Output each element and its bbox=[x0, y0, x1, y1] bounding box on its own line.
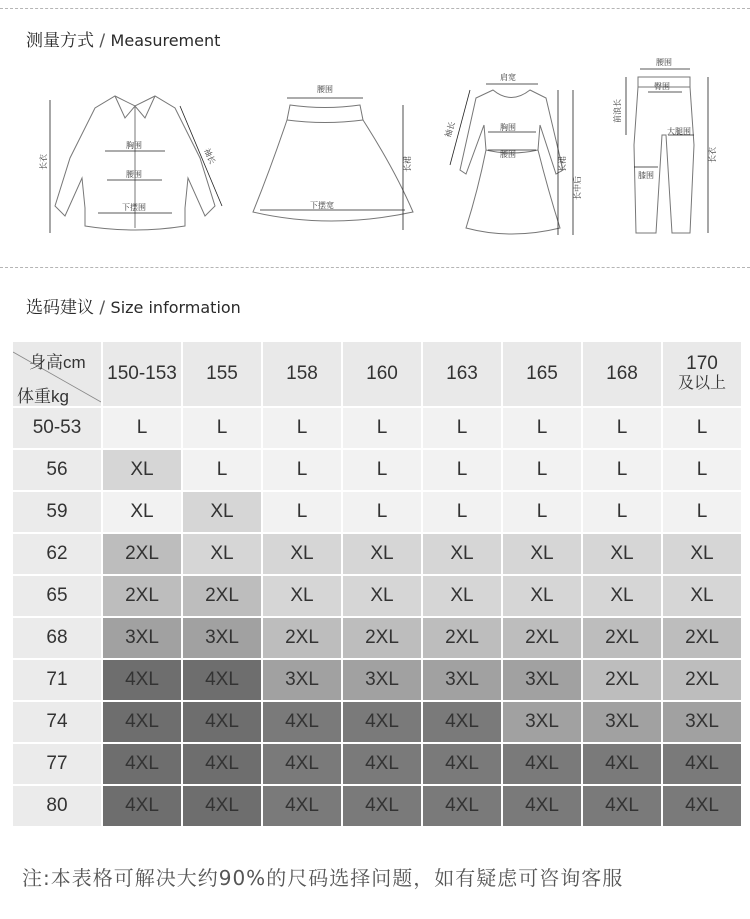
measurement-title-en: Measurement bbox=[110, 31, 221, 50]
size-cell: 2XL bbox=[103, 576, 181, 616]
skirt-waist-label: 腰围 bbox=[317, 85, 333, 94]
size-cell: 4XL bbox=[103, 702, 181, 742]
size-cell: 2XL bbox=[663, 618, 741, 658]
size-cell: L bbox=[263, 450, 341, 490]
size-cell: 4XL bbox=[183, 786, 261, 826]
size-cell: 4XL bbox=[263, 702, 341, 742]
title-separator: / bbox=[99, 31, 106, 51]
height-axis-label: 身高cm bbox=[29, 353, 86, 372]
size-cell: 2XL bbox=[103, 534, 181, 574]
table-header-row bbox=[13, 342, 741, 406]
size-cell: 4XL bbox=[503, 744, 581, 784]
size-cell: L bbox=[423, 492, 501, 532]
size-cell: 4XL bbox=[263, 786, 341, 826]
table-row bbox=[13, 618, 741, 658]
size-cell: L bbox=[343, 492, 421, 532]
table-row bbox=[13, 702, 741, 742]
shirt-diagram bbox=[40, 88, 230, 247]
size-cell: XL bbox=[183, 534, 261, 574]
size-cell: 4XL bbox=[343, 702, 421, 742]
size-cell: 3XL bbox=[663, 702, 741, 742]
size-cell: 2XL bbox=[263, 618, 341, 658]
size-cell: L bbox=[263, 408, 341, 448]
weight-cell: 50-53 bbox=[13, 408, 101, 448]
size-cell: L bbox=[663, 408, 741, 448]
dress-waist-label: 腰围 bbox=[500, 150, 516, 159]
pants-thigh-label: 大腿围 bbox=[667, 127, 691, 136]
size-cell: 4XL bbox=[663, 786, 741, 826]
pants-length-label: 长衣 bbox=[708, 147, 717, 163]
size-cell: 4XL bbox=[583, 744, 661, 784]
table-row bbox=[13, 786, 741, 826]
weight-cell: 59 bbox=[13, 492, 101, 532]
size-cell: 4XL bbox=[423, 786, 501, 826]
footnote: 注:本表格可解决大约90%的尺码选择问题，如有疑虑可咨询客服 bbox=[22, 866, 624, 890]
size-cell: L bbox=[503, 450, 581, 490]
skirt-length-label: 长裙 bbox=[403, 156, 412, 172]
size-cell: L bbox=[103, 408, 181, 448]
measurement-title-cn: 测量方式 bbox=[26, 31, 94, 51]
height-header: 168 bbox=[583, 342, 661, 406]
size-cell: L bbox=[343, 450, 421, 490]
size-cell: L bbox=[503, 408, 581, 448]
size-cell: 3XL bbox=[103, 618, 181, 658]
table-row bbox=[13, 576, 741, 616]
height-header: 155 bbox=[183, 342, 261, 406]
height-header: 165 bbox=[503, 342, 581, 406]
size-cell: 4XL bbox=[663, 744, 741, 784]
skirt-hem-label: 下摆宽 bbox=[310, 201, 334, 210]
dress-bust-label: 胸围 bbox=[500, 123, 516, 132]
size-cell: 2XL bbox=[343, 618, 421, 658]
weight-cell: 77 bbox=[13, 744, 101, 784]
size-cell: 2XL bbox=[183, 576, 261, 616]
weight-axis-label: 体重kg bbox=[17, 387, 69, 406]
size-cell: 2XL bbox=[503, 618, 581, 658]
size-info-title bbox=[26, 293, 241, 318]
size-cell: XL bbox=[663, 576, 741, 616]
size-cell: L bbox=[423, 408, 501, 448]
size-cell: 4XL bbox=[263, 744, 341, 784]
table-row bbox=[13, 660, 741, 700]
size-cell: XL bbox=[343, 576, 421, 616]
size-cell: XL bbox=[103, 450, 181, 490]
height-last-line1: 170 bbox=[686, 353, 718, 374]
height-header: 160 bbox=[343, 342, 421, 406]
size-cell: 4XL bbox=[183, 702, 261, 742]
size-cell: L bbox=[583, 492, 661, 532]
shirt-sleeve-label: 袖长 bbox=[202, 147, 217, 166]
size-table-body bbox=[13, 408, 741, 826]
dress-sleeve-label: 袖长 bbox=[443, 120, 457, 139]
dress-length-label: 长裙 bbox=[558, 156, 567, 172]
size-cell: L bbox=[583, 408, 661, 448]
height-header: 163 bbox=[423, 342, 501, 406]
size-cell: L bbox=[423, 450, 501, 490]
size-cell: XL bbox=[423, 576, 501, 616]
shirt-hem-label: 下摆围 bbox=[122, 203, 146, 212]
table-row bbox=[13, 534, 741, 574]
size-cell: 3XL bbox=[423, 660, 501, 700]
size-cell: L bbox=[263, 492, 341, 532]
size-cell: 4XL bbox=[343, 744, 421, 784]
shirt-length-label: 长衣 bbox=[39, 154, 48, 170]
dress-shoulder-label: 肩宽 bbox=[500, 73, 516, 82]
pants-knee-label: 膝围 bbox=[638, 171, 654, 180]
size-cell: 2XL bbox=[583, 660, 661, 700]
size-cell: 3XL bbox=[343, 660, 421, 700]
size-cell: L bbox=[663, 450, 741, 490]
size-cell: 4XL bbox=[183, 660, 261, 700]
weight-cell: 65 bbox=[13, 576, 101, 616]
dress-diagram bbox=[438, 70, 588, 249]
size-cell: 3XL bbox=[503, 702, 581, 742]
pants-waist-label: 腰围 bbox=[656, 58, 672, 67]
size-cell: L bbox=[663, 492, 741, 532]
height-last-line2: 及以上 bbox=[677, 375, 726, 392]
size-cell: L bbox=[183, 408, 261, 448]
measurement-title bbox=[26, 26, 220, 51]
weight-cell: 62 bbox=[13, 534, 101, 574]
size-cell: 4XL bbox=[343, 786, 421, 826]
shirt-waist-label: 腰围 bbox=[126, 170, 142, 179]
size-cell: 4XL bbox=[503, 786, 581, 826]
size-info-title-cn: 选码建议 bbox=[26, 298, 94, 318]
size-info-title-en: Size information bbox=[110, 298, 241, 317]
size-cell: XL bbox=[583, 534, 661, 574]
height-header-last bbox=[663, 342, 741, 406]
shirt-bust-label: 胸围 bbox=[126, 141, 142, 150]
pants-diagram bbox=[610, 55, 725, 244]
pants-hip-label: 臀围 bbox=[654, 82, 670, 91]
size-cell: 4XL bbox=[103, 744, 181, 784]
size-cell: XL bbox=[503, 534, 581, 574]
table-row bbox=[13, 492, 741, 532]
size-cell: XL bbox=[343, 534, 421, 574]
size-cell: XL bbox=[183, 492, 261, 532]
size-chart-table bbox=[11, 340, 743, 828]
size-cell: XL bbox=[503, 576, 581, 616]
size-cell: L bbox=[183, 450, 261, 490]
corner-cell bbox=[13, 342, 101, 406]
title-separator: / bbox=[99, 298, 106, 318]
size-cell: 4XL bbox=[583, 786, 661, 826]
size-cell: 4XL bbox=[423, 702, 501, 742]
size-cell: 2XL bbox=[423, 618, 501, 658]
size-cell: L bbox=[583, 450, 661, 490]
size-cell: 4XL bbox=[423, 744, 501, 784]
size-cell: 3XL bbox=[183, 618, 261, 658]
table-row bbox=[13, 450, 741, 490]
weight-cell: 56 bbox=[13, 450, 101, 490]
table-row bbox=[13, 744, 741, 784]
height-header: 150-153 bbox=[103, 342, 181, 406]
size-cell: 4XL bbox=[183, 744, 261, 784]
top-divider bbox=[0, 8, 750, 9]
weight-cell: 71 bbox=[13, 660, 101, 700]
size-cell: XL bbox=[423, 534, 501, 574]
size-cell: 3XL bbox=[503, 660, 581, 700]
size-cell: 4XL bbox=[103, 660, 181, 700]
size-cell: XL bbox=[663, 534, 741, 574]
middle-divider bbox=[0, 267, 750, 268]
size-cell: XL bbox=[263, 534, 341, 574]
size-cell: L bbox=[343, 408, 421, 448]
size-cell: XL bbox=[103, 492, 181, 532]
size-cell: 3XL bbox=[263, 660, 341, 700]
weight-cell: 68 bbox=[13, 618, 101, 658]
height-header: 158 bbox=[263, 342, 341, 406]
size-cell: L bbox=[503, 492, 581, 532]
pants-rise-label: 前浪长 bbox=[613, 99, 622, 123]
size-cell: 2XL bbox=[663, 660, 741, 700]
dress-back-length-label: 长中后 bbox=[573, 176, 582, 200]
size-cell: 3XL bbox=[583, 702, 661, 742]
size-cell: XL bbox=[583, 576, 661, 616]
size-cell: XL bbox=[263, 576, 341, 616]
weight-cell: 74 bbox=[13, 702, 101, 742]
table-row bbox=[13, 408, 741, 448]
size-cell: 4XL bbox=[103, 786, 181, 826]
weight-cell: 80 bbox=[13, 786, 101, 826]
size-cell: 2XL bbox=[583, 618, 661, 658]
skirt-diagram bbox=[245, 80, 420, 249]
